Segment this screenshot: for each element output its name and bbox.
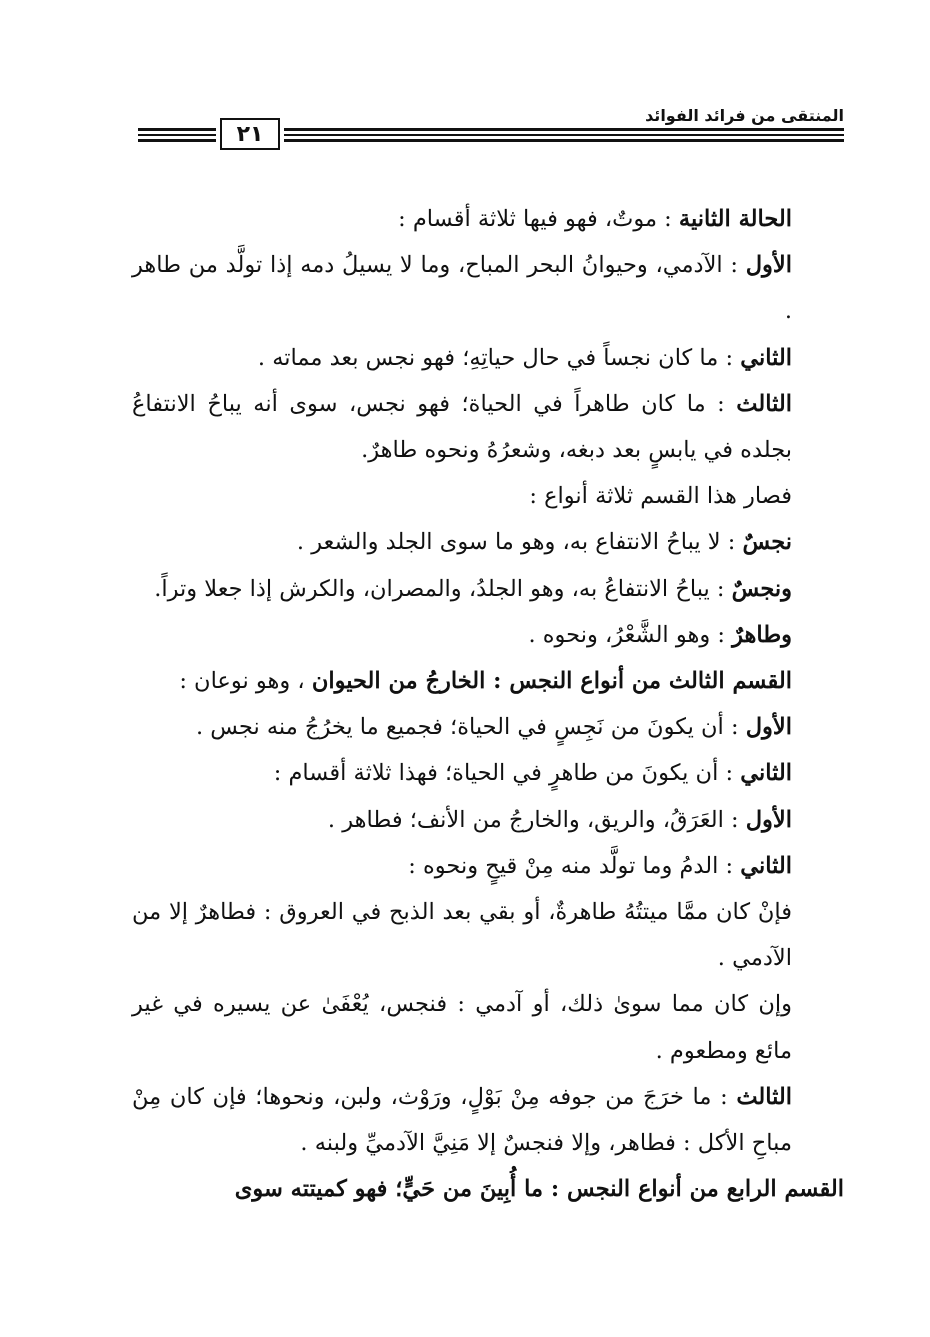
page-header: [138, 100, 844, 152]
paragraph: [132, 704, 844, 750]
page-number: ٢١: [220, 118, 280, 150]
paragraph: [132, 519, 844, 565]
paragraph: [132, 381, 844, 473]
paragraph-text: فصار هذا القسم ثلاثة أنواع :: [529, 483, 792, 510]
paragraph: [132, 889, 844, 981]
paragraph: [132, 658, 844, 704]
paragraph-text: : العَرَقُ، والريق، والخارجُ من الأنف؛ فطاهر .: [327, 806, 739, 833]
paragraph-text: : ما كان طاهراً في الحياة؛ فهو نجس، سوى أنه يباحُ الانتفاعُ بجلده في يابسٍ بعد دبغه، وشعرُهُ ونحوه طاهرٌ.: [132, 390, 792, 464]
paragraph: [132, 797, 844, 843]
paragraph-heading: الأول: [745, 714, 792, 741]
paragraph-heading: القسم الرابع من أنواع النجس : ما أُبِينَ من حَيٍّ؛ فهو كميتته سوى: [234, 1176, 844, 1203]
running-title: المنتقى من فرائد الفوائد: [645, 106, 844, 125]
paragraph: [132, 335, 844, 381]
paragraph-text: وإن كان مما سوىٰ ذلك، أو آدمي : فنجس، يُعْفَىٰ عن يسيره في غير مائع ومطعوم .: [132, 991, 792, 1064]
paragraph-text: : يباحُ الانتفاعُ به، وهو الجلدُ، والمصران، والكرش إذا جعلا وتراً.: [154, 575, 725, 602]
header-rule-left: [138, 128, 216, 142]
paragraph: [132, 750, 844, 796]
paragraph: [132, 1166, 844, 1212]
paragraph: [132, 196, 844, 242]
paragraph: [132, 242, 844, 334]
paragraph-text: : ما خرَجَ من جوفه مِنْ بَوْلٍ، ورَوْث، ولبن، ونحوها؛ فإن كان مِنْ مباحِ الأكل : فطاهر، وإلا فنجسٌ إلا مَنِيَّ الآدميِّ ولبنه .: [132, 1083, 792, 1157]
header-rule-right: [284, 128, 844, 142]
paragraph-text: : أن يكونَ من نَجِسٍ في الحياة؛ فجميع ما يخرُجُ منه نجس .: [195, 714, 739, 741]
paragraph-heading: الأول: [745, 806, 792, 833]
paragraph: [132, 566, 844, 612]
paragraph-text: فإنْ كان ممَّا ميتتُهُ طاهرةٌ، أو بقي بعد الذبح في العروق : فطاهرٌ إلا من الآدمي .: [132, 899, 792, 972]
body-text: [132, 196, 844, 1212]
paragraph-text: : وهو الشَّعْرُ، ونحوه .: [528, 621, 725, 648]
paragraph-heading: الحالة الثانية: [678, 206, 792, 232]
paragraph-heading: نجسٌ: [742, 529, 792, 556]
paragraph-text: ، وهو نوعان :: [179, 668, 305, 695]
paragraph-heading: الثالث: [736, 390, 792, 417]
paragraph-text: : الدمُ وما تولَّد منه مِنْ قيحٍ ونحوه :: [408, 852, 734, 879]
paragraph: [132, 612, 844, 658]
paragraph-heading: الثاني: [740, 852, 792, 879]
paragraph-heading: الثاني: [740, 760, 792, 787]
paragraph-heading: وطاهرٌ: [732, 621, 792, 648]
paragraph-text: : ما كان نجساً في حال حياتِهِ؛ فهو نجس بعد مماته .: [257, 344, 734, 371]
paragraph: [132, 843, 844, 889]
paragraph-heading: الثاني: [740, 344, 792, 371]
paragraph-heading: القسم الثالث من أنواع النجس : الخارجُ من الحيوان: [311, 668, 792, 695]
paragraph-text: : الآدمي، وحيوانُ البحر المباح، وما لا يسيلُ دمه إذا تولَّد من طاهر .: [132, 252, 792, 325]
paragraph: [132, 473, 844, 519]
paragraph-text: : موتٌ، فهو فيها ثلاثة أقسام :: [398, 206, 672, 232]
paragraph: [132, 981, 844, 1073]
paragraph-heading: الأول: [745, 252, 792, 279]
paragraph-text: : أن يكونَ من طاهرٍ في الحياة؛ فهذا ثلاثة أقسام :: [273, 760, 734, 787]
paragraph-heading: الثالث: [736, 1083, 793, 1110]
paragraph: [132, 1074, 844, 1166]
paragraph-text: : لا يباحُ الانتفاع به، وهو ما سوى الجلد والشعر .: [296, 529, 736, 556]
paragraph-heading: ونجسٌ: [731, 575, 792, 602]
